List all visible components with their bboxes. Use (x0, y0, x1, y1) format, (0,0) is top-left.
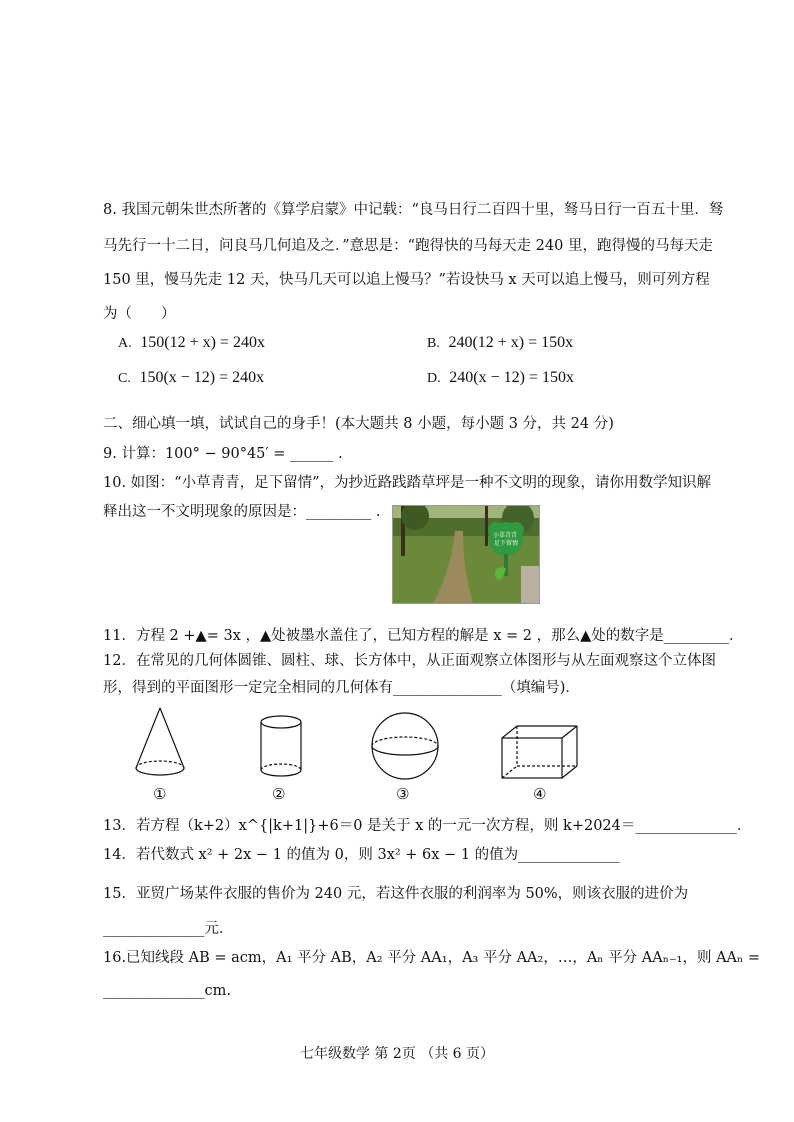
option-b-label: B. (427, 336, 440, 351)
sign-text-line-2: 足下留情 (493, 540, 519, 547)
q16-line-1: 16.已知线段 AB = acm，A₁ 平分 AB，A₂ 平分 AA₁，A₃ 平分 AA₂，…，Aₙ 平分 AAₙ₋₁，则 AAₙ = (103, 950, 761, 966)
option-b-expr: 240(12 + x) = 150x (448, 334, 574, 351)
lawn-photo (392, 505, 540, 604)
q14-text: 14．若代数式 x² + 2x − 1 的值为 0，则 3x² + 6x − 1 的值为______________ (103, 847, 620, 863)
section-2-heading: 二、细心填一填，试试自己的身手！(本大题共 8 小题，每小题 3 分，共 24 分) (103, 416, 614, 432)
option-a-label: A. (118, 336, 132, 351)
option-b[interactable] (427, 334, 573, 352)
option-d[interactable] (427, 369, 574, 387)
solids-figure (120, 700, 590, 790)
q9-text: 9. 计算：100° − 90°45′ = ______ . (103, 446, 343, 462)
sphere-icon (372, 713, 438, 779)
caption-3: ③ (396, 785, 410, 803)
q16-line-2: ______________cm. (103, 983, 231, 999)
sign-text-line-1: 小草青青 (493, 532, 518, 539)
cylinder-icon (261, 716, 301, 776)
q11-text: 11．方程 2 +▲= 3x ，▲处被墨水盖住了，已知方程的解是 x = 2 ，那么▲处的数字是_________． (103, 628, 744, 644)
option-a[interactable] (118, 334, 265, 352)
q12-line-2: 形，得到的平面图形一定完全相同的几何体有_______________（填编号)． (103, 680, 580, 696)
cone-icon (136, 708, 184, 775)
caption-1: ① (153, 785, 167, 803)
option-c-expr: 150(x − 12) = 240x (139, 369, 265, 386)
q8-line-3: 150 里，慢马先走 12 天，快马几天可以追上慢马？”若设快马 x 天可以追上慢马，则可列方程 (103, 272, 710, 288)
q8-line-4: 为（ ） (103, 306, 176, 322)
page-footer: 七年级数学 第 2页 （共 6 页） (299, 1046, 495, 1062)
q13-text: 13．若方程（k+2）x^{|k+1|}+6＝0 是关于 x 的一元一次方程，则 k+2024＝______________． (103, 818, 752, 834)
caption-4: ④ (533, 785, 547, 803)
q8-line-1: 8. 我国元朝朱世杰所著的《算学启蒙》中记载：“良马日行二百四十里，驽马日行一百五十里．驽 (103, 202, 724, 218)
cuboid-icon (502, 726, 577, 778)
q12-line-1: 12．在常见的几何体圆锥、圆柱、球、长方体中，从正面观察立体图形与从左面观察这个立体图 (103, 653, 716, 669)
option-d-label: D. (427, 371, 441, 386)
q10-line-1: 10. 如图：“小草青青，足下留情”，为抄近路践踏草坪是一种不文明的现象，请你用数学知识解 (103, 475, 711, 491)
q10-line-2: 释出这一不文明现象的原因是：_________ . (103, 504, 381, 520)
q15-line-2: ______________元． (103, 921, 234, 937)
caption-2: ② (272, 785, 286, 803)
q15-line-1: 15．亚贸广场某件衣服的售价为 240 元，若这件衣服的利润率为 50%，则该衣服的进价为 (103, 886, 689, 902)
option-a-expr: 150(12 + x) = 240x (140, 334, 265, 351)
option-d-expr: 240(x − 12) = 150x (449, 369, 574, 386)
option-c-label: C. (118, 371, 131, 386)
option-c[interactable] (118, 369, 264, 387)
q8-line-2: 马先行一十二日，问良马几何追及之．”意思是：“跑得快的马每天走 240 里，跑得慢的马每天走 (103, 238, 713, 254)
